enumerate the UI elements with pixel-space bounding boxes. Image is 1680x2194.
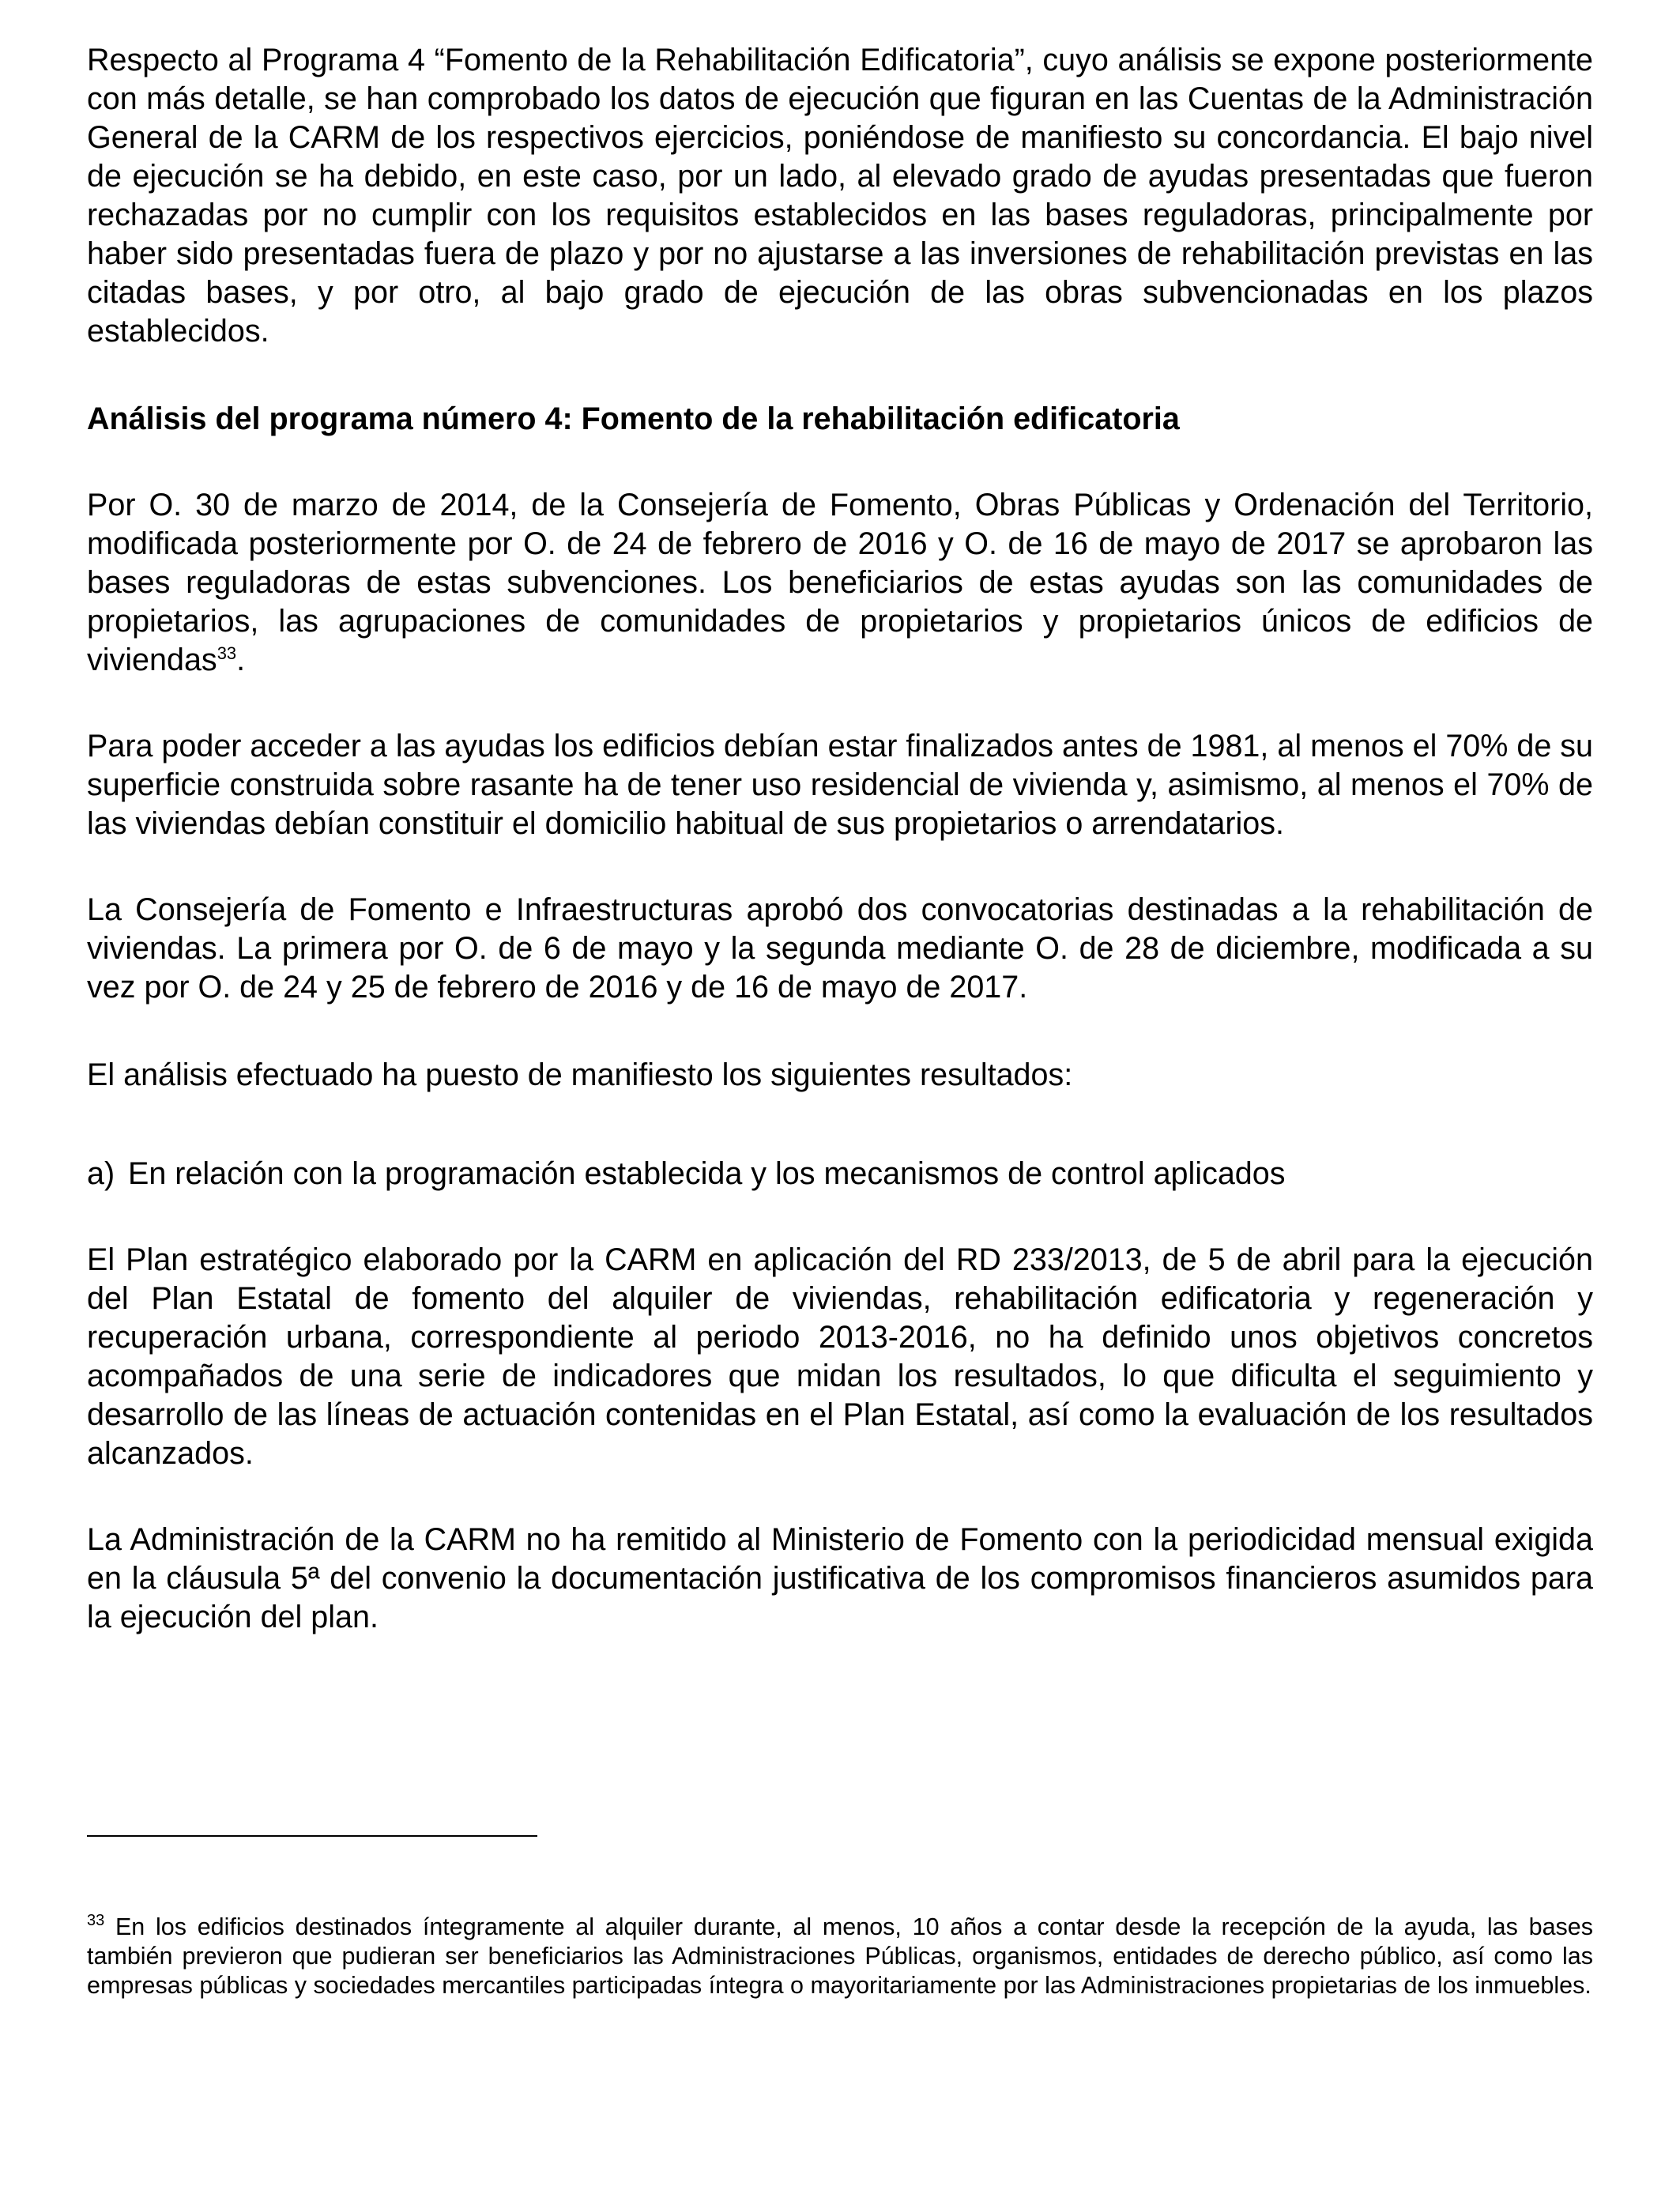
list-marker: a) xyxy=(87,1156,115,1191)
footnote-reference: 33 xyxy=(217,643,237,663)
paragraph-bases-reguladoras-text: Por O. 30 de marzo de 2014, de la Consejería de Fomento, Obras Públicas y Ordenación del Territorio, modificada posteriormente por O. de 24 de febrero de 2016 y O. de 16 de mayo de 2017 se aprobaron las bases reguladoras de estas subvenciones. Los beneficiarios de estas ayudas son las comunidades de propietarios, las agrupaciones de comunidades de propietarios y propietarios únicos de edificios de viviendas xyxy=(87,488,1593,677)
footnote-number: 33 xyxy=(87,1912,105,1929)
footnote-separator xyxy=(87,1835,537,1837)
paragraph-plan-estrategico: El Plan estratégico elaborado por la CARM en aplicación del RD 233/2013, de 5 de abril para la ejecución del Plan Estatal de fomento del alquiler de viviendas, rehabilitación edificatoria y regeneración y recuperación urbana, correspondiente al periodo 2013-2016, no ha definido unos objetivos concretos acompañados de una serie de indicadores que midan los resultados, lo que dificulta el seguimiento y desarrollo de las líneas de actuación contenidas en el Plan Estatal, así como la evaluación de los resultados alcanzados. xyxy=(87,1242,1593,1471)
paragraph-intro: Respecto al Programa 4 “Fomento de la Rehabilitación Edificatoria”, cuyo análisis se expone posteriormente con más detalle, se han comprobado los datos de ejecución que figuran en las Cuentas de la Administración General de la CARM de los respectivos ejercicios, poniéndose de manifiesto su concordancia. El bajo nivel de ejecución se ha debido, en este caso, por un lado, al elevado grado de ayudas presentadas que fueron rechazadas por no cumplir con los requisitos establecidos en las bases reguladoras, principalmente por haber sido presentadas fuera de plazo y por no ajustarse a las inversiones de rehabilitación previstas en las citadas bases, y por otro, al bajo grado de ejecución de las obras subvencionadas en los plazos establecidos. xyxy=(87,43,1593,349)
paragraph-requisitos: Para poder acceder a las ayudas los edificios debían estar finalizados antes de 1981, al menos el 70% de su superficie construida sobre rasante ha de tener uso residencial de vivienda y, asimismo, al menos el 70% de las viviendas debían constituir el domicilio habitual de sus propietarios o arrendatarios. xyxy=(87,729,1593,841)
section-heading: Análisis del programa número 4: Fomento de la rehabilitación edificatoria xyxy=(87,401,1180,436)
paragraph-resultados-intro: El análisis efectuado ha puesto de manifiesto los siguientes resultados: xyxy=(87,1057,1073,1092)
list-item-a xyxy=(87,1155,1593,1193)
paragraph-bases-reguladoras-end: . xyxy=(236,643,246,677)
paragraph-convocatorias: La Consejería de Fomento e Infraestructuras aprobó dos convocatorias destinadas a la rehabilitación de viviendas. La primera por O. de 6 de mayo y la segunda mediante O. de 28 de diciembre, modificada a su vez por O. de 24 y 25 de febrero de 2016 y de 16 de mayo de 2017. xyxy=(87,892,1593,1005)
footnote xyxy=(87,1913,1593,2000)
paragraph-bases-reguladoras xyxy=(87,486,1593,680)
footnote-text: En los edificios destinados íntegramente al alquiler durante, al menos, 10 años a contar desde la recepción de la ayuda, las bases también previeron que pudieran ser beneficiarios las Administraciones Públicas, organismos, entidades de derecho público, así como las empresas públicas y sociedades mercantiles participadas íntegra o mayoritariamente por las Administraciones propietarias de los inmuebles. xyxy=(87,1913,1593,1999)
list-item-text: En relación con la programación establecida y los mecanismos de control aplicados xyxy=(128,1156,1286,1191)
paragraph-administracion: La Administración de la CARM no ha remitido al Ministerio de Fomento con la periodicidad mensual exigida en la cláusula 5ª del convenio la documentación justificativa de los compromisos financieros asumidos para la ejecución del plan. xyxy=(87,1522,1593,1634)
document-body xyxy=(87,41,1593,1637)
